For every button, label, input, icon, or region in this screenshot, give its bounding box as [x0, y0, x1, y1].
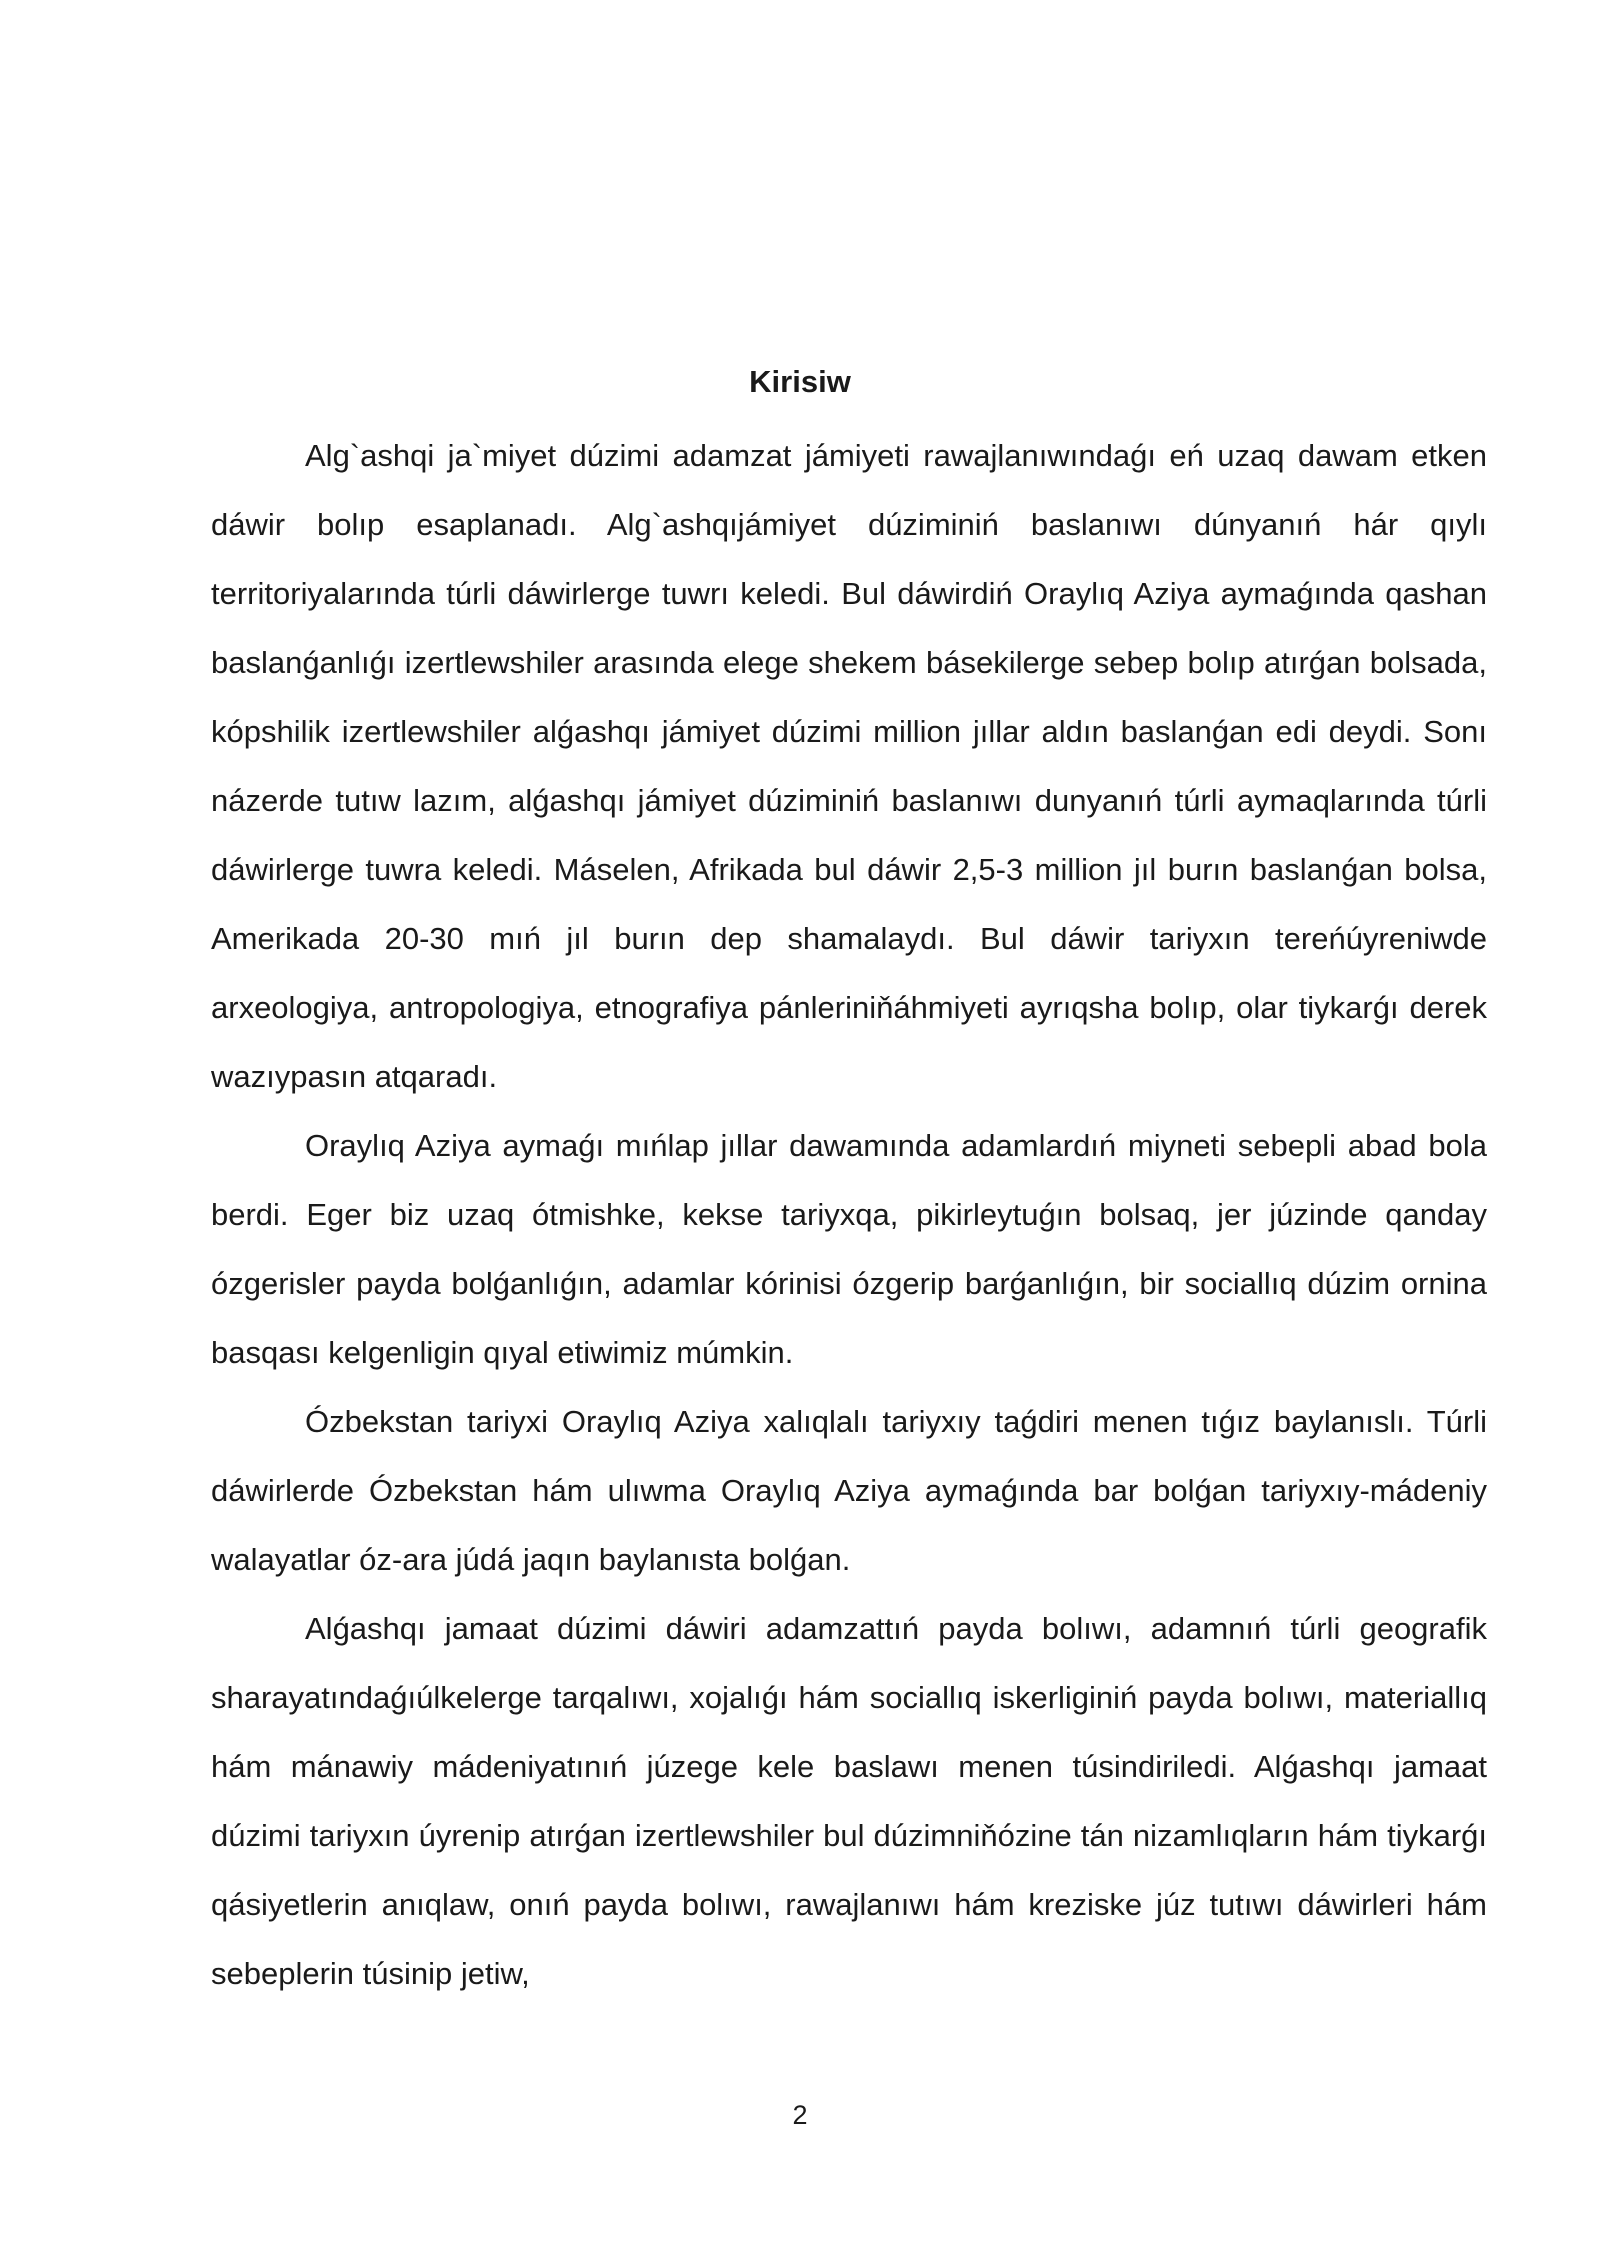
paragraph-2: Oraylıq Aziya aymaǵı mıńlap jıllar dawamında adamlardıń miyneti sebepli abad bola berdi. Eger biz uzaq ótmishke, kekse tariyxqa, pikirleytuǵın bolsaq, jer júzinde qanday ózgerisler payda bolǵanlıǵın, adamlar kórinisi ózgerip barǵanlıǵın, bir sociallıq dúzim ornina basqası kelgenligin qıyal etiwimiz múmkin.: [211, 1128, 1487, 1370]
paragraph-4: Alǵashqı jamaat dúzimi dáwiri adamzattıń payda bolıwı, adamnıń túrli geografik sharayatındaǵıúlkelerge tarqalıwı, xojalıǵı hám sociallıq iskerliginiń payda bolıwı, materiallıq hám mánawiy mádeniyatınıń júzege kele baslawı menen túsindiriledi. Alǵashqı jamaat dúzimi tariyxın úyrenip atırǵan izertlewshiler bul dúzimniňózine tán nizamlıqların hám tiykarǵı qásiyetlerin anıqlaw, onıń payda bolıwı, rawajlanıwı hám kreziske júz tutıwı dáwirleri hám sebeplerin túsinip jetiw,: [211, 1611, 1487, 1991]
page-number: 2: [792, 2100, 808, 2130]
body-text: [211, 421, 1487, 2008]
paragraph-3: Ózbekstan tariyxi Oraylıq Aziya xalıqlalı tariyxıy taǵdiri menen tıǵız baylanıslı. Túrli dáwirlerde Ózbekstan hám ulıwma Oraylıq Aziya aymaǵında bar bolǵan tariyxıy-mádeniy walayatlar óz-ara júdá jaqın baylanısta bolǵan.: [211, 1404, 1487, 1577]
page-title: Kirisiw: [749, 364, 851, 399]
paragraph-1: Alg`ashqi ja`miyet dúzimi adamzat jámiyeti rawajlanıwındaǵı eń uzaq dawam etken dáwir bolıp esaplanadı. Alg`ashqıjámiyet dúziminiń baslanıwı dúnyanıń hár qıylı territoriyalarında túrli dáwirlerge tuwrı keledi. Bul dáwirdiń Oraylıq Aziya aymaǵında qashan baslanǵanlıǵı izertlewshiler arasında elege shekem básekilerge sebep bolıp atırǵan bolsada, kópshilik izertlewshiler alǵashqı jámiyet dúzimi million jıllar aldın baslanǵan edi deydi. Sonı názerde tutıw lazım, alǵashqı jámiyet dúziminiń baslanıwı dunyanıń túrli aymaqlarında túrli dáwirlerge tuwra keledi. Máselen, Afrikada bul dáwir 2,5-3 million jıl burın baslanǵan bolsa, Amerikada 20-30 mıń jıl burın dep shamalaydı. Bul dáwir tariyxın tereńúyreniwde arxeologiya, antropologiya, etnografiya pánleriniňáhmiyeti ayrıqsha bolıp, olar tiykarǵı derek wazıypasın atqaradı.: [211, 438, 1487, 1094]
